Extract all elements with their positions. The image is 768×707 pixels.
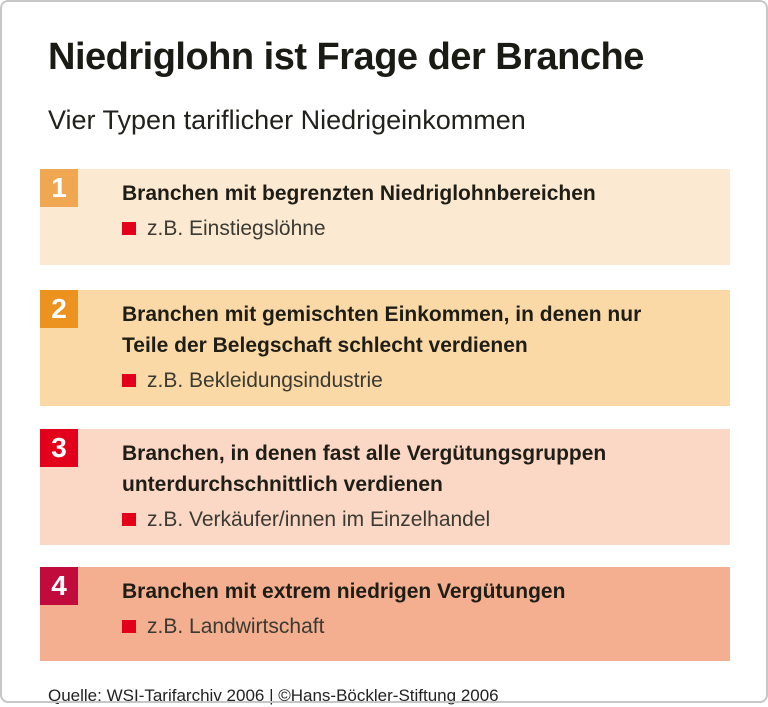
type-number-badge-4: 4 — [40, 567, 78, 605]
type-heading: Branchen mit extrem niedrigen Vergütungen — [122, 580, 566, 603]
type-example-row — [122, 365, 710, 396]
type-block-4 — [40, 567, 730, 661]
type-heading: Branchen, in denen fast alle Vergütungsgruppen unterdurchschnittlich verdienen — [122, 442, 607, 496]
type-example-label: z.B. Bekleidungsindustrie — [147, 369, 383, 392]
type-heading: Branchen mit gemischten Einkommen, in denen nur Teile der Belegschaft schlecht verdienen — [122, 303, 642, 357]
type-number-badge-1: 1 — [40, 169, 78, 207]
source-line: Quelle: WSI-Tarifarchiv 2006 | ©Hans-Böckler-Stiftung 2006 — [48, 686, 499, 705]
type-block-1 — [40, 169, 730, 265]
type-example-row — [122, 504, 710, 535]
bullet-square-icon — [122, 374, 136, 387]
type-number-badge-3: 3 — [40, 429, 78, 467]
type-block-3 — [40, 429, 730, 545]
bullet-square-icon — [122, 222, 136, 235]
type-example-row — [122, 213, 710, 244]
type-block-2 — [40, 290, 730, 406]
type-example-row — [122, 611, 710, 642]
type-example-label: z.B. Landwirtschaft — [147, 615, 325, 638]
type-number-badge-2: 2 — [40, 290, 78, 328]
type-list — [0, 169, 768, 661]
page-title: Niedriglohn ist Frage der Branche — [48, 36, 644, 78]
bullet-square-icon — [122, 513, 136, 526]
bullet-square-icon — [122, 620, 136, 633]
type-heading: Branchen mit begrenzten Niedriglohnbereichen — [122, 182, 596, 205]
type-example-label: z.B. Verkäufer/innen im Einzelhandel — [147, 508, 491, 531]
type-example-label: z.B. Einstiegslöhne — [147, 217, 326, 240]
page-subtitle: Vier Typen tariflicher Niedrigeinkommen — [48, 105, 526, 135]
